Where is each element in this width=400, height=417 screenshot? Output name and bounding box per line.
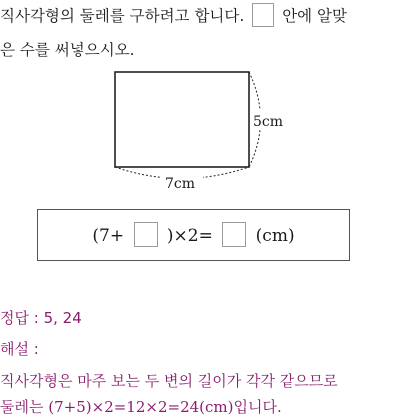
equation-box [37,209,350,261]
explanation-line-1: 직사각형은 마주 보는 두 변의 길이가 각각 같으므로 [0,372,338,390]
rectangle-figure [0,0,400,200]
answer-blank-1[interactable] [134,222,158,247]
equation [38,222,349,247]
explanation-prefix: 둘레는 [0,398,44,416]
question-text-1b: 안에 알맞 [282,7,348,25]
answer-blank-2[interactable] [222,222,246,247]
explanation-math: (7+5)×2=12×2=24(cm) [48,398,234,416]
explanation-line-2 [0,396,400,417]
height-label: 5cm [253,114,284,130]
question-text-1: 직사각형의 둘레를 구하려고 합니다. [0,7,245,25]
explanation-suffix: 입니다. [233,398,282,416]
equation-part-3: (cm) [255,226,295,246]
explanation-label: 해설 : [0,340,39,358]
answer-line: 정답 : 5, 24 [0,309,82,327]
width-label: 7cm [165,176,196,192]
equation-part-2: )×2= [166,226,213,246]
question-line-2: 은 수를 써넣으시오. [0,41,135,59]
rectangle-shape [115,72,249,167]
equation-part-1: (7+ [92,226,125,246]
